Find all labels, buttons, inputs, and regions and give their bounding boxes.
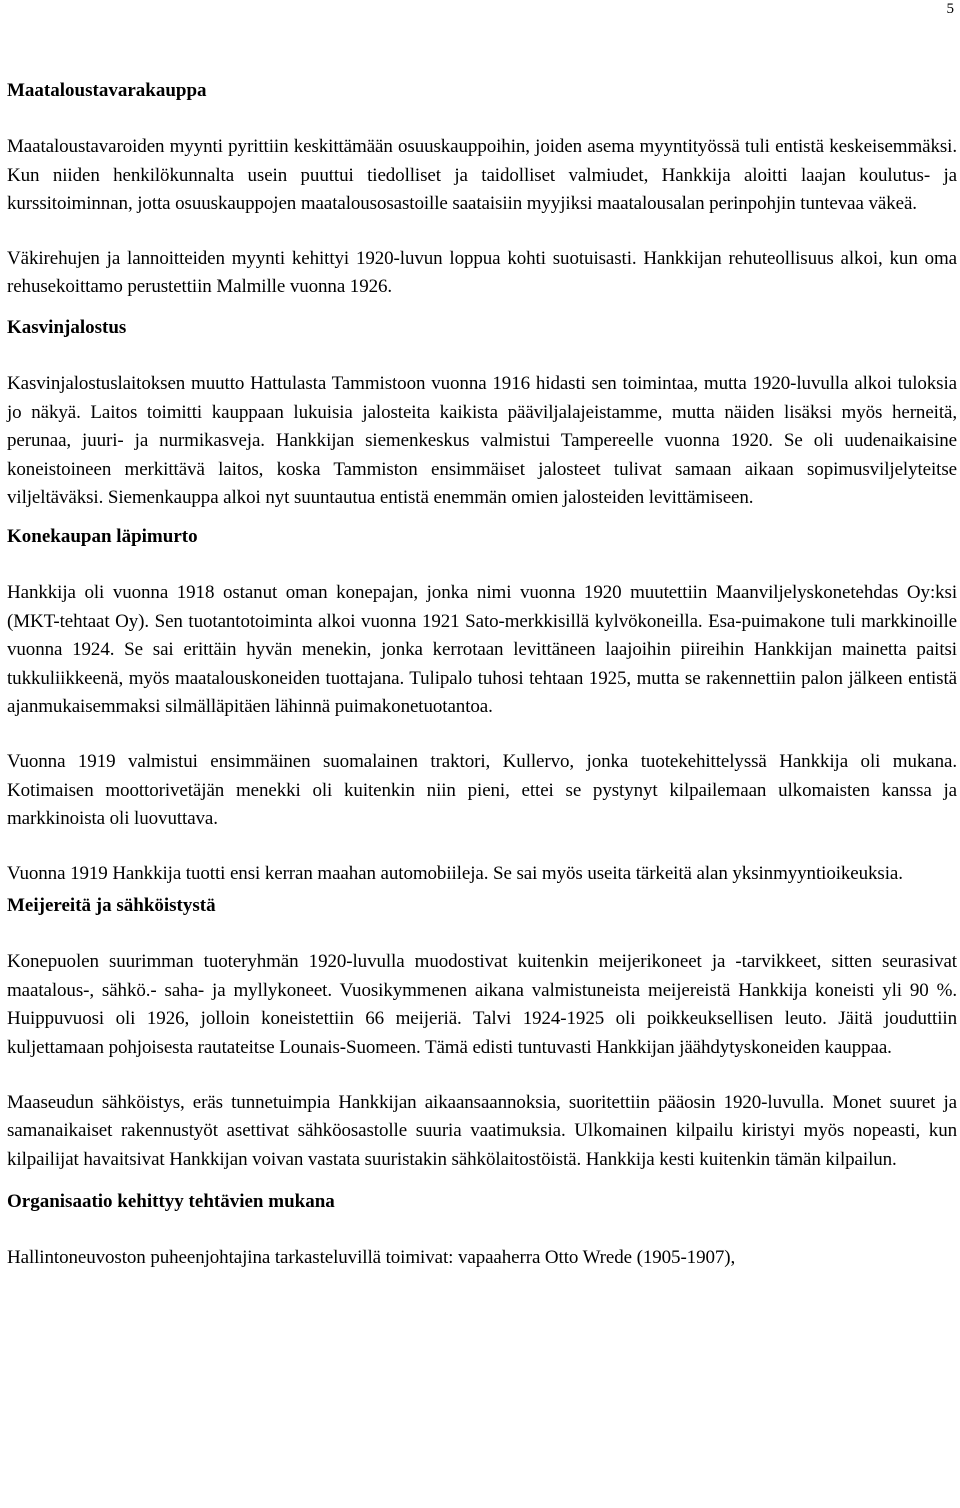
paragraph: Maaseudun sähköistys, eräs tunnetuimpia Hankkijan aikaansaannoksia, suoritettiin pääosin 1920-luvulla. Monet suuret ja samanaikaiset rakennustyöt asettivat sähköosastolle suuria vaatimuksia. Ulkomainen kilpailu kiristyi myös nopeasti, kun kilpailijat havaitsivat Hankkijan voivan vastata suuristakin sähkölaitostöistä. Hankkija kesti kuitenkin tämän kilpailun. bbox=[7, 1091, 957, 1170]
paragraph: Vuonna 1919 valmistui ensimmäinen suomalainen traktori, Kullervo, jonka tuotekehittelyssä Hankkija oli mukana. Kotimaisen moottorivetäjän menekki oli kuitenkin niin pieni, ettei se pystynyt kilpailemaan ulkomaisten kanssa ja markkinoista oli luovuttava. bbox=[7, 750, 957, 830]
paragraph: Konepuolen suurimman tuoteryhmän 1920-luvulla muodostivat kuitenkin meijerikoneet ja -tarvikkeet, sitten seurasivat maatalous-, sähkö.- saha- ja myllykoneet. Vuosikymmenen aikana valmistuneista meijereistä Hankkija koneisti yli 90 %. Huippuvuosi oli 1926, jolloin koneistettiin 66 meijeriä. Talvi 1924-1925 oli poikkeuksellisen leuto. Jäitä jouduttiin kuljettamaan pohjoisesta rautateitse Lounais-Suomeen. Tämä edisti tuntuvasti Hankkijan jäähdytyskoneiden kauppaa. bbox=[7, 951, 957, 1059]
section-heading-meijereita-ja-sahkoistysta: Meijereitä ja sähköistystä bbox=[7, 895, 216, 917]
paragraph: Hallintoneuvoston puheenjohtajina tarkasteluvillä toimivat: vapaaherra Otto Wrede (1905-1907), bbox=[7, 1247, 736, 1269]
section-heading-kasvinjalostus: Kasvinjalostus bbox=[7, 316, 127, 338]
paragraph: Vuonna 1919 Hankkija tuotti ensi kerran maahan automobiileja. Se sai myös useita tärkeitä alan yksinmyyntioikeuksia. bbox=[7, 862, 903, 884]
page-number: 5 bbox=[946, 1, 954, 17]
paragraph: Kasvinjalostuslaitoksen muutto Hattulasta Tammistoon vuonna 1916 hidasti sen toimintaa, mutta 1920-luvulla alkoi tuloksia jo näkyä. Laitos toimitti kauppaan lukuisia jalosteita kaikista pääviljalajeistamme, mutta näiden lisäksi myös herneitä, perunaa, juuri- ja nurmikasveja. Hankkijan siemenkeskus valmistui Tampereelle vuonna 1920. Se oli uudenaikaisine koneistoineen merkittävä laitos, koska Tammiston ensimmäiset jalosteet tulivat samaan aikaan sopimusviljelyteitse viljeltäväksi. Siemenkauppa alkoi nyt suuntautua entistä enemmän omien jalosteiden levittämiseen. bbox=[7, 372, 957, 509]
section-heading-organisaatio-kehittyy: Organisaatio kehittyy tehtävien mukana bbox=[7, 1191, 335, 1213]
paragraph: Väkirehujen ja lannoitteiden myynti kehittyi 1920-luvun loppua kohti suotuisasti. Hankkijan rehuteollisuus alkoi, kun oma rehusekoittamo perustettiin Malmille vuonna 1926. bbox=[7, 247, 957, 298]
section-heading-konekaupan-lapimurto: Konekaupan läpimurto bbox=[7, 525, 198, 547]
section-heading-maataloustavarakauppa: Maataloustavarakauppa bbox=[7, 80, 207, 101]
paragraph: Maataloustavaroiden myynti pyrittiin keskittämään osuuskauppoihin, joiden asema myyntityössä tuli entistä keskeisemmäksi. Kun niiden henkilökunnalta usein puuttui tiedolliset ja taidolliset valmiudet, Hankkija aloitti laajan koulutus- ja kurssitoiminnan, jotta osuuskauppojen maatalousosastoille saataisiin myyjiksi maatalousalan perinpohjin tuntevaa väkeä. bbox=[7, 136, 957, 215]
paragraph: Hankkija oli vuonna 1918 ostanut oman konepajan, jonka nimi vuonna 1920 muutettiin Maanviljelyskonetehdas Oy:ksi (MKT-tehtaat Oy). Sen tuotantotoiminta alkoi vuonna 1921 Sato-merkkisillä kylvökoneilla. Esa-puimakone tuli markkinoille vuonna 1924. Se sai erittäin hyvän menekin, jonka kerrotaan levittäneen laajoihin piireihin Hankkijan mainetta paitsi tukkuliikkeenä, myös maatalouskoneiden tuottajana. Tulipalo tuhosi tehtaan 1925, mutta se rakennettiin palon jälkeen entistä ajanmukaisemmaksi silmälläpitäen lähinnä puimakonetuotantoa. bbox=[7, 581, 957, 718]
document-body bbox=[7, 77, 957, 1273]
